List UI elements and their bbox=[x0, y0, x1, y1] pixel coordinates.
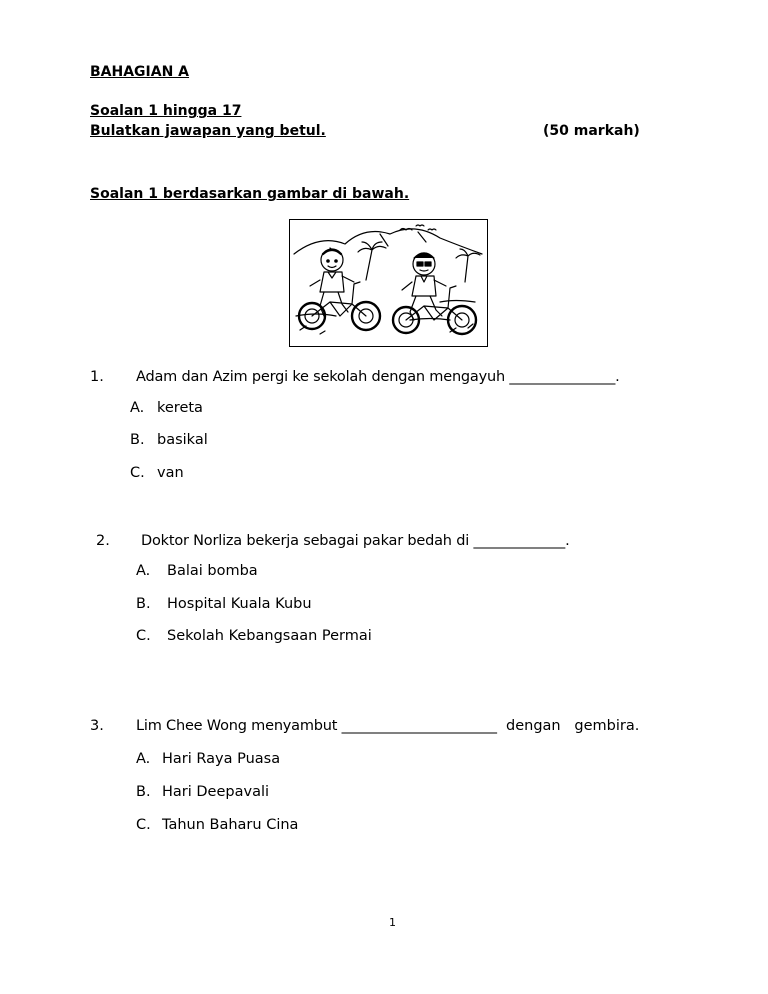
q2-option-c-letter: C. bbox=[136, 628, 151, 644]
picture-prompt: Soalan 1 berdasarkan gambar di bawah. bbox=[90, 186, 410, 202]
q1-option-c-letter: C. bbox=[130, 465, 145, 481]
bicycle-picture-frame bbox=[289, 219, 488, 347]
question-2-number: 2. bbox=[96, 533, 110, 549]
question-3-text-end: dengan gembira. bbox=[506, 718, 640, 734]
question-1-text: Adam dan Azim pergi ke sekolah dengan mengayuh _______________. bbox=[136, 369, 620, 385]
q3-option-b-letter: B. bbox=[136, 784, 151, 800]
q2-option-a-letter: A. bbox=[136, 563, 151, 579]
section-heading: BAHAGIAN A bbox=[90, 64, 190, 80]
question-1-number: 1. bbox=[90, 369, 104, 385]
question-3-number: 3. bbox=[90, 718, 104, 734]
question-range: Soalan 1 hingga 17 bbox=[90, 103, 242, 119]
q1-option-b-text[interactable]: basikal bbox=[157, 432, 208, 448]
q2-option-a-text[interactable]: Balai bomba bbox=[167, 563, 258, 579]
question-3-text: Lim Chee Wong menyambut ______________________ bbox=[136, 718, 497, 734]
q3-option-c-letter: C. bbox=[136, 817, 151, 833]
q1-option-a-text[interactable]: kereta bbox=[157, 400, 203, 416]
q1-option-c-text[interactable]: van bbox=[157, 465, 184, 481]
page-number: 1 bbox=[389, 916, 396, 929]
q2-option-b-text[interactable]: Hospital Kuala Kubu bbox=[167, 596, 312, 612]
q1-option-b-letter: B. bbox=[130, 432, 145, 448]
q3-option-a-letter: A. bbox=[136, 751, 151, 767]
q3-option-a-text[interactable]: Hari Raya Puasa bbox=[162, 751, 281, 767]
boys-riding-bicycles-icon bbox=[290, 220, 487, 346]
q3-option-b-text[interactable]: Hari Deepavali bbox=[162, 784, 270, 800]
q2-option-c-text[interactable]: Sekolah Kebangsaan Permai bbox=[167, 628, 372, 644]
q3-option-c-text[interactable]: Tahun Baharu Cina bbox=[162, 817, 299, 833]
q1-option-a-letter: A. bbox=[130, 400, 145, 416]
question-2-text: Doktor Norliza bekerja sebagai pakar bedah di _____________. bbox=[141, 533, 570, 549]
q2-option-b-letter: B. bbox=[136, 596, 151, 612]
marks-label: (50 markah) bbox=[543, 123, 640, 139]
instruction-text: Bulatkan jawapan yang betul. bbox=[90, 123, 326, 139]
